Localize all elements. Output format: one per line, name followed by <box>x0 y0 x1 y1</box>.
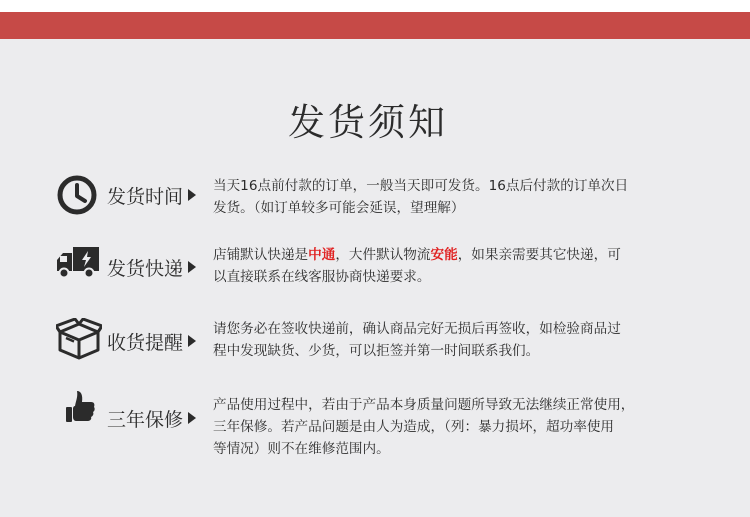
clock-icon <box>56 174 98 216</box>
header-accent-bar <box>0 12 750 39</box>
package-box-icon <box>56 318 102 360</box>
express-highlight: 中通 <box>308 247 336 263</box>
logistics-highlight: 安能 <box>430 247 458 263</box>
section-description <box>213 244 693 288</box>
section-description <box>213 175 693 219</box>
top-white-band <box>0 0 750 12</box>
play-arrow-icon <box>188 412 196 424</box>
section-description <box>213 318 693 362</box>
description-line: 三年保修。若产品问题是由人为造成，（列：暴力损坏，超功率使用 <box>213 419 615 435</box>
description-line: 发货。（如订单较多可能会延误，望理解） <box>213 200 465 216</box>
description-line: 程中发现缺货、少货，可以拒签并第一时间联系我们。 <box>213 343 540 359</box>
thumbs-up-icon <box>66 390 100 434</box>
section-label: 发货时间 <box>107 182 196 209</box>
section-label: 发货快递 <box>107 254 196 281</box>
description-line: 请您务必在签收快递前，确认商品完好无损后再签收，如检验商品过 <box>213 321 621 337</box>
page-title: 发货须知 <box>288 101 448 144</box>
play-arrow-icon <box>188 335 196 347</box>
description-line: 产品使用过程中，若由于产品本身质量问题所导致无法继续正常使用， <box>213 397 635 413</box>
delivery-truck-icon <box>55 246 101 288</box>
play-arrow-icon <box>188 189 196 201</box>
description-line: 等情况）则不在维修范围内。 <box>213 441 390 457</box>
description-line: 当天16点前付款的订单，一般当天即可发货。16点后付款的订单次日 <box>213 178 629 194</box>
section-description <box>213 394 693 460</box>
section-label: 收货提醒 <box>107 328 196 355</box>
play-arrow-icon <box>188 261 196 273</box>
description-line: 以直接联系在线客服协商快递要求。 <box>213 269 431 285</box>
section-label: 三年保修 <box>107 405 196 432</box>
description-line: 店铺默认快递是中通，大件默认物流安能，如果亲需要其它快递，可 <box>213 247 621 263</box>
